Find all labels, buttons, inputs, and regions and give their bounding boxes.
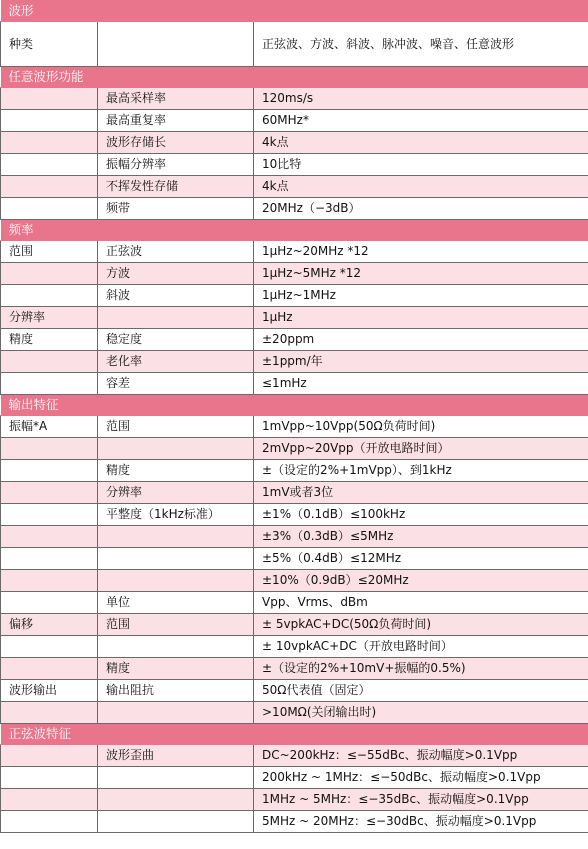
spec-category-cell — [1, 592, 98, 614]
spec-item-cell: 波形存储长 — [98, 132, 254, 154]
spec-row — [1, 110, 588, 132]
spec-value-cell: ±20ppm — [254, 329, 588, 351]
spec-value-cell: ± 10vpkAC+DC（开放电路时间） — [254, 636, 588, 658]
spec-value-cell: 2mVpp~20Vpp（开放电路时间） — [254, 438, 588, 460]
spec-value-cell: 200kHz ~ 1MHz：≤−50dBc、振动幅度>0.1Vpp — [254, 767, 588, 789]
section-title: 任意波形功能 — [1, 67, 588, 88]
spec-category-cell — [1, 548, 98, 570]
spec-category-cell — [1, 285, 98, 307]
spec-value-cell: ±10%（0.9dB）≤20MHz — [254, 570, 588, 592]
spec-item-cell — [98, 526, 254, 548]
spec-category-cell: 波形输出 — [1, 680, 98, 702]
spec-row — [1, 592, 588, 614]
spec-item-cell: 正弦波 — [98, 241, 254, 263]
spec-row — [1, 570, 588, 592]
spec-row — [1, 329, 588, 351]
spec-value-cell: 正弦波、方波、斜波、脉冲波、噪音、任意波形 — [254, 22, 588, 67]
spec-row — [1, 658, 588, 680]
spec-row — [1, 811, 588, 833]
spec-row — [1, 351, 588, 373]
spec-value-cell: 1μHz~20MHz *12 — [254, 241, 588, 263]
spec-item-cell: 斜波 — [98, 285, 254, 307]
spec-value-cell: ±（设定的2%+10mV+振幅的0.5%) — [254, 658, 588, 680]
spec-row — [1, 307, 588, 329]
spec-category-cell — [1, 110, 98, 132]
spec-category-cell — [1, 176, 98, 198]
spec-category-cell — [1, 132, 98, 154]
spec-category-cell — [1, 504, 98, 526]
spec-value-cell: 10比特 — [254, 154, 588, 176]
spec-row — [1, 789, 588, 811]
spec-table-body — [1, 1, 588, 833]
section-title: 波形 — [1, 1, 588, 22]
spec-value-cell: >10MΩ(关闭输出时) — [254, 702, 588, 724]
spec-row — [1, 241, 588, 263]
section-header — [1, 67, 588, 88]
spec-category-cell: 振幅*A — [1, 416, 98, 438]
spec-category-cell: 种类 — [1, 22, 98, 67]
spec-value-cell: ±1%（0.1dB）≤100kHz — [254, 504, 588, 526]
spec-row — [1, 614, 588, 636]
spec-category-cell — [1, 351, 98, 373]
spec-category-cell — [1, 88, 98, 110]
spec-item-cell: 波形歪曲 — [98, 745, 254, 767]
spec-category-cell — [1, 789, 98, 811]
spec-value-cell: ±5%（0.4dB）≤12MHz — [254, 548, 588, 570]
spec-row — [1, 438, 588, 460]
spec-item-cell — [98, 811, 254, 833]
spec-value-cell: ≤1mHz — [254, 373, 588, 395]
spec-category-cell — [1, 811, 98, 833]
spec-category-cell — [1, 636, 98, 658]
spec-category-cell — [1, 263, 98, 285]
spec-value-cell: ±（设定的2%+1mVpp）、到1kHz — [254, 460, 588, 482]
spec-value-cell: ±1ppm/年 — [254, 351, 588, 373]
spec-category-cell — [1, 482, 98, 504]
spec-category-cell — [1, 570, 98, 592]
spec-value-cell: 4k点 — [254, 176, 588, 198]
spec-item-cell: 容差 — [98, 373, 254, 395]
spec-value-cell: 1mV或者3位 — [254, 482, 588, 504]
spec-category-cell — [1, 767, 98, 789]
spec-value-cell: ± 5vpkAC+DC(50Ω负荷时间) — [254, 614, 588, 636]
spec-row — [1, 680, 588, 702]
spec-row — [1, 154, 588, 176]
spec-row — [1, 22, 588, 67]
spec-category-cell — [1, 745, 98, 767]
spec-row — [1, 482, 588, 504]
spec-row — [1, 373, 588, 395]
spec-row — [1, 198, 588, 220]
spec-row — [1, 416, 588, 438]
section-title: 正弦波特征 — [1, 724, 588, 745]
spec-value-cell: 1μHz — [254, 307, 588, 329]
spec-value-cell: 1μHz~1MHz — [254, 285, 588, 307]
spec-item-cell — [98, 636, 254, 658]
spec-category-cell: 精度 — [1, 329, 98, 351]
spec-row — [1, 504, 588, 526]
spec-row — [1, 767, 588, 789]
spec-value-cell: 1MHz ~ 5MHz：≤−35dBc、振动幅度>0.1Vpp — [254, 789, 588, 811]
spec-item-cell: 单位 — [98, 592, 254, 614]
spec-item-cell: 范围 — [98, 416, 254, 438]
spec-row — [1, 263, 588, 285]
section-header — [1, 220, 588, 241]
spec-category-cell — [1, 373, 98, 395]
spec-item-cell: 输出阻抗 — [98, 680, 254, 702]
spec-value-cell: 60MHz* — [254, 110, 588, 132]
spec-item-cell: 精度 — [98, 460, 254, 482]
spec-category-cell — [1, 198, 98, 220]
spec-item-cell: 方波 — [98, 263, 254, 285]
spec-item-cell: 范围 — [98, 614, 254, 636]
spec-category-cell — [1, 154, 98, 176]
spec-item-cell: 老化率 — [98, 351, 254, 373]
spec-category-cell — [1, 702, 98, 724]
spec-category-cell — [1, 460, 98, 482]
section-title: 频率 — [1, 220, 588, 241]
spec-row — [1, 460, 588, 482]
section-header — [1, 724, 588, 745]
spec-row — [1, 132, 588, 154]
spec-value-cell: 5MHz ~ 20MHz：≤−30dBc、振动幅度>0.1Vpp — [254, 811, 588, 833]
spec-item-cell: 平整度（1kHz标准） — [98, 504, 254, 526]
spec-value-cell: DC~200kHz：≤−55dBc、振动幅度>0.1Vpp — [254, 745, 588, 767]
spec-category-cell — [1, 438, 98, 460]
spec-item-cell — [98, 438, 254, 460]
spec-value-cell: 50Ω代表值（固定） — [254, 680, 588, 702]
spec-item-cell — [98, 702, 254, 724]
spec-row — [1, 548, 588, 570]
spec-item-cell: 最高重复率 — [98, 110, 254, 132]
spec-item-cell — [98, 22, 254, 67]
spec-item-cell: 不挥发性存储 — [98, 176, 254, 198]
spec-row — [1, 702, 588, 724]
spec-row — [1, 285, 588, 307]
spec-row — [1, 526, 588, 548]
spec-item-cell: 最高采样率 — [98, 88, 254, 110]
spec-item-cell: 振幅分辨率 — [98, 154, 254, 176]
spec-row — [1, 88, 588, 110]
spec-category-cell — [1, 658, 98, 680]
section-title: 输出特征 — [1, 395, 588, 416]
spec-value-cell: ±3%（0.3dB）≤5MHz — [254, 526, 588, 548]
section-header — [1, 1, 588, 22]
spec-value-cell: 120ms/s — [254, 88, 588, 110]
spec-item-cell: 精度 — [98, 658, 254, 680]
spec-row — [1, 636, 588, 658]
spec-item-cell: 稳定度 — [98, 329, 254, 351]
spec-category-cell — [1, 526, 98, 548]
spec-value-cell: 4k点 — [254, 132, 588, 154]
spec-value-cell: 1mVpp~10Vpp(50Ω负荷时间) — [254, 416, 588, 438]
spec-category-cell: 分辨率 — [1, 307, 98, 329]
spec-category-cell: 范围 — [1, 241, 98, 263]
spec-item-cell: 频带 — [98, 198, 254, 220]
spec-item-cell — [98, 548, 254, 570]
spec-value-cell: 20MHz（−3dB） — [254, 198, 588, 220]
spec-row — [1, 745, 588, 767]
spec-value-cell: Vpp、Vrms、dBm — [254, 592, 588, 614]
spec-item-cell — [98, 789, 254, 811]
spec-category-cell: 偏移 — [1, 614, 98, 636]
spec-value-cell: 1μHz~5MHz *12 — [254, 263, 588, 285]
spec-row — [1, 176, 588, 198]
spec-item-cell — [98, 570, 254, 592]
spec-item-cell: 分辨率 — [98, 482, 254, 504]
section-header — [1, 395, 588, 416]
spec-item-cell — [98, 767, 254, 789]
spec-item-cell — [98, 307, 254, 329]
